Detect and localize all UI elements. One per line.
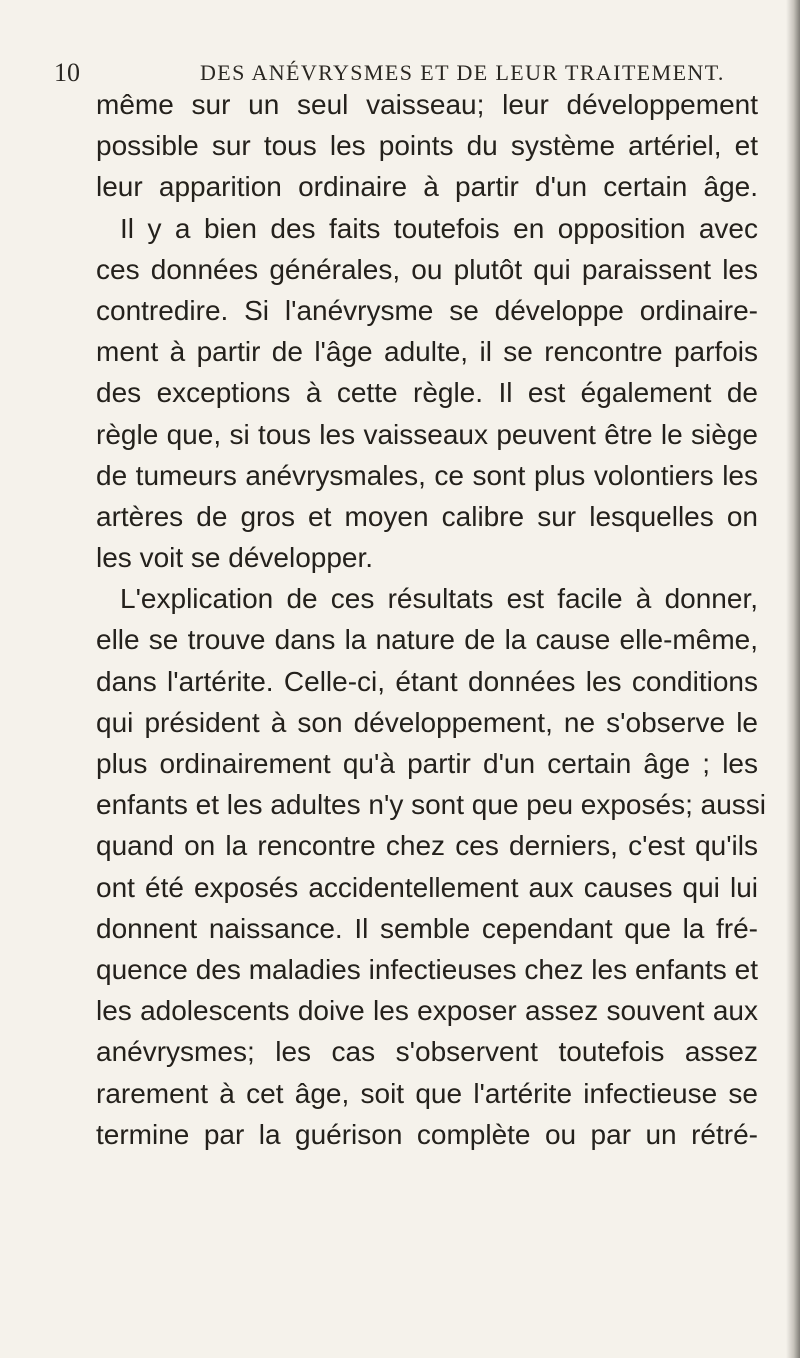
page-number: 10: [54, 58, 80, 87]
text-line: contredire. Si l'anévrysme se développe ordinaire-: [96, 294, 758, 326]
text-line: leur apparition ordinaire à partir d'un certain âge.: [96, 171, 758, 203]
text-line: quence des maladies infectieuses chez les enfants et: [96, 953, 758, 985]
text-line: enfants et les adultes n'y sont que peu exposés; aussi: [96, 789, 767, 821]
text-line: artères de gros et moyen calibre sur lesquelles on: [96, 500, 758, 532]
body-text: [96, 84, 767, 1155]
text-line: même sur un seul vaisseau; leur développement: [96, 89, 758, 120]
text-line: rarement à cet âge, soit que l'artérite infectieuse se: [96, 1077, 758, 1109]
text-line: des exceptions à cette règle. Il est également de: [96, 377, 758, 409]
text-line: règle que, si tous les vaisseaux peuvent être le siège: [96, 418, 758, 450]
text-line: ont été exposés accidentellement aux causes qui lui: [96, 871, 758, 903]
text-line: donnent naissance. Il semble cependant que la fré-: [96, 912, 758, 944]
text-line: quand on la rencontre chez ces derniers, c'est qu'ils: [96, 830, 758, 862]
text-line: dans l'artérite. Celle-ci, étant données les conditions: [96, 665, 758, 697]
running-title: DES ANÉVRYSMES ET DE LEUR TRAITEMENT.: [200, 60, 725, 85]
text-line: qui président à son développement, ne s'observe le: [96, 706, 758, 738]
text-line: anévrysmes; les cas s'observent toutefois assez: [96, 1036, 758, 1068]
text-line: de tumeurs anévrysmales, ce sont plus volontiers les: [96, 459, 758, 491]
page-edge-shadow: [786, 0, 800, 1358]
text-line: plus ordinairement qu'à partir d'un certain âge ; les: [96, 748, 758, 779]
text-line: les voit se développer.: [96, 542, 374, 574]
running-head: [54, 54, 744, 88]
text-line: termine par la guérison complète ou par un rétré-: [96, 1118, 758, 1150]
text-line: ces données générales, ou plutôt qui paraissent les: [96, 253, 758, 285]
text-line: possible sur tous les points du système artériel, et: [96, 130, 758, 162]
text-line: ment à partir de l'âge adulte, il se rencontre parfois: [96, 336, 758, 368]
text-line: les adolescents doive les exposer assez souvent aux: [96, 995, 758, 1027]
text-line: elle se trouve dans la nature de la cause elle-même,: [96, 624, 758, 656]
text-line: Il y a bien des faits toutefois en opposition avec: [120, 212, 758, 244]
text-line: L'explication de ces résultats est facile à donner,: [120, 583, 758, 615]
